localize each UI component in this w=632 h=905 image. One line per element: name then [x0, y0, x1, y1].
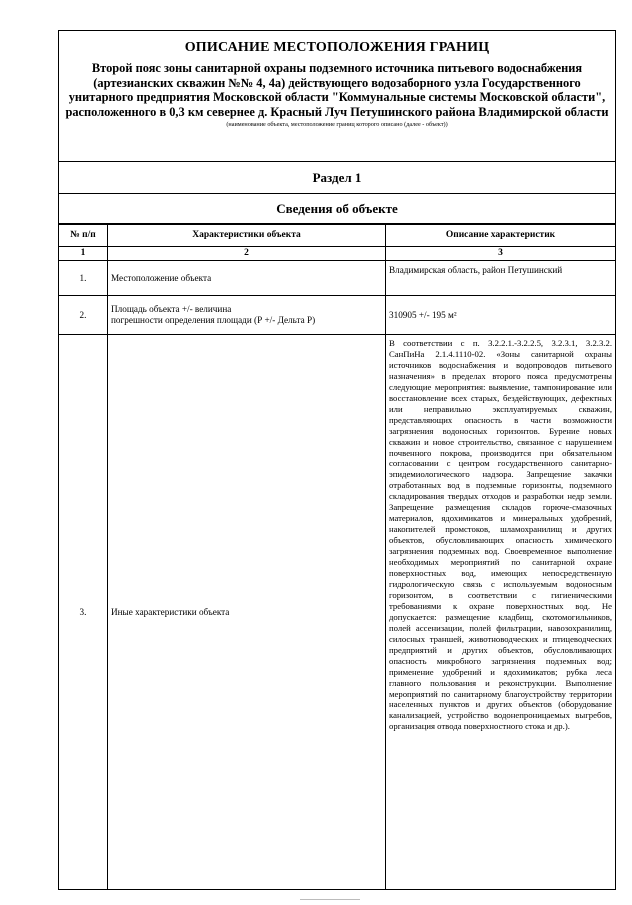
row-characteristic-line: Площадь объекта +/- величина: [111, 304, 232, 314]
header-number: № п/п: [59, 225, 108, 247]
row-characteristic: Иные характеристики объекта: [108, 335, 386, 891]
table-row: [59, 296, 615, 335]
row-description: Владимирская область, район Петушинский: [386, 261, 616, 296]
document-title: ОПИСАНИЕ МЕСТОПОЛОЖЕНИЯ ГРАНИЦ: [184, 40, 490, 55]
row-number: 2.: [59, 296, 108, 335]
row-description: 310905 +/- 195 м²: [386, 296, 616, 335]
header-description: Описание характеристик: [386, 225, 616, 247]
row-characteristic: Местоположение объекта: [108, 261, 386, 296]
document-page: [58, 30, 616, 890]
table-row: [59, 335, 615, 891]
column-number: 2: [108, 247, 386, 261]
object-info-table: [59, 224, 615, 890]
object-name: Второй пояс зоны санитарной охраны подземного источника питьевого водоснабжения (артезианских скважин №№ 4, 4а) действующего водозаборного узла Государственного унитарного предприятия Московской области "Коммунальные системы Московской области", расположенного в 0,3 км севернее д. Красный Луч Петушинского района Владимирской области: [65, 61, 609, 119]
row-number: 3.: [59, 335, 108, 891]
row-characteristic-line: погрешности определения площади (Р +/- Дельта Р): [111, 315, 316, 325]
section-title: Раздел 1: [59, 162, 615, 194]
document-header: [59, 31, 615, 162]
row-description: В соответствии с п. 3.2.2.1.-3.2.2.5, 3.2.3.1, 3.2.3.2. СанПиНа 2.1.4.1110-02. «Зоны санитарной охраны источников водоснабжения и водопроводов питьевого назначения» в пределах второго пояса предусмотрены следующие мероприятия: выявление, тампонирование или восстановление всех старых, бездействующих, дефектных или неправильно эксплуатируемых скважин, представляющих опасность в части возможности загрязнения водоносных горизонтов. Бурение новых скважин и новое строительство, связанное с нарушением почвенного покрова, производится при обязательном согласовании с центром государственного санитарно-эпидемиологического надзора. Запрещение закачки отработанных вод в подземные горизонты, подземного складирования твердых отходов и разработки недр земли. Запрещение размещения складов горюче-смазочных материалов, ядохимикатов и минеральных удобрений, накопителей промстоков, шламохранилищ и других объектов, обусловливающих опасность химического загрязнения подземных вод. Своевременное выполнение необходимых мероприятий по санитарной охране поверхностных вод, имеющих непосредственную гидрологическую связь с используемым водоносным горизонтом, в соответствии с гигиеническими требованиями к охране поверхностных вод. Не допускается: размещение кладбищ, скотомогильников, полей ассенизации, полей фильтрации, навозохранилищ, силосных траншей, животноводческих и птицеводческих предприятий и других объектов, обусловливающих опасность микробного загрязнения подземных вод; применение удобрений и ядохимикатов; рубка леса главного пользования и реконструкции. Выполнение мероприятий по санитарному благоустройству территории населенных пунктов и других объектов (оборудование канализацией, устройство водонепроницаемых выгребов, организация отвода поверхностного стока и др.).: [386, 335, 616, 891]
row-number: 1.: [59, 261, 108, 296]
page-edge-mark: [300, 899, 360, 900]
header-characteristic: Характеристики объекта: [108, 225, 386, 247]
row-characteristic: [108, 296, 386, 335]
column-number-row: [59, 247, 615, 261]
section-subtitle: Сведения об объекте: [59, 194, 615, 224]
table-row: [59, 261, 615, 296]
column-number: 3: [386, 247, 616, 261]
table-header-row: [59, 225, 615, 247]
column-number: 1: [59, 247, 108, 261]
object-name-caption: (наименование объекта, местоположение границ которого описано (далее - объект)): [226, 121, 448, 129]
